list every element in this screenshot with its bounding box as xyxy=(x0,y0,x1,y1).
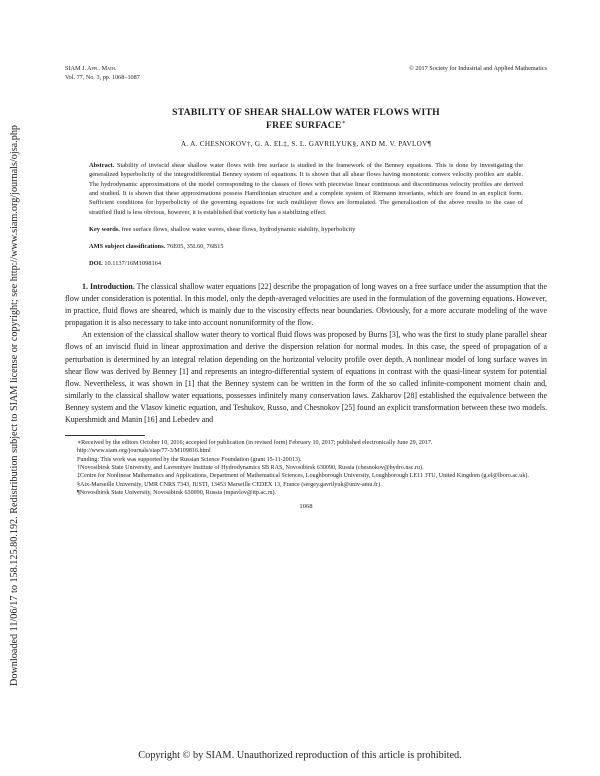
ams-text: 76E05, 35L60, 76B15 xyxy=(166,242,224,250)
footnote-author-2: ‡Centre for Nonlinear Mathematics and Applications, Department of Mathematical Sciences, Loughborough University, Loughborough LE11 3TU, United Kingdom (g.el@lboro.ac.uk). xyxy=(77,473,529,480)
footnote-author-1: †Novosibirsk State University, and Lavrentyev Institute of Hydrodynamics SB RAS, Novosibirsk 630090, Russia (chesnokov@hydro.nsc.ru). xyxy=(77,464,424,471)
page-number: 1068 xyxy=(299,503,313,511)
footnote-rule xyxy=(65,435,145,436)
journal-info xyxy=(65,65,140,82)
paragraph-1: 1. Introduction. The classical shallow water equations [22] describe the propagation of long waves on a free surface under the assumption that the flow under consideration is potential. In this model, only the depth-averaged velocities are used in the formulation of the governing equations. However, in practice, fluid flows are sheared, which is mainly due to the viscosity effects near boundaries. Obviously, for a more accurate modeling of the wave propagation it is also necessary to take into account nonuniformity of the flow. xyxy=(65,281,547,328)
bottom-copyright: Copyright © by SIAM. Unauthorized reproduction of this article is prohibited. xyxy=(138,750,462,761)
keywords xyxy=(89,225,523,234)
download-notice: Downloaded 11/06/17 to 158.125.80.192. Redistribution subject to SIAM license or copyright; see http://www.siam.org/journals/ojsa.php xyxy=(9,124,20,686)
ams-label: AMS subject classifications. xyxy=(89,242,166,250)
abstract xyxy=(89,161,523,217)
download-sidebar xyxy=(9,86,25,686)
introduction-section xyxy=(65,281,547,426)
header-copyright: © 2017 Society for Industrial and Applied Mathematics xyxy=(409,65,547,72)
footnote-received: ∗Received by the editors October 10, 2016; accepted for publication (in revised form) February 10, 2017; published electronically June 29, 2017. xyxy=(77,440,433,447)
footnotes xyxy=(65,439,547,497)
paper-page xyxy=(65,65,547,510)
journal-name: SIAM J. Appl. Math. xyxy=(65,65,117,72)
authors: A. A. CHESNOKOV†, G. A. EL‡, S. L. GAVRILYUK§, AND M. V. PAVLOV¶ xyxy=(180,140,432,149)
footnote-author-3: §Aix-Marseille University, UMR CNRS 7343, IUSTI, 13453 Marseille CEDEX 13, France (sergey.gavrilyuk@univ-amu.fr). xyxy=(77,481,382,488)
running-header xyxy=(65,65,547,91)
paragraph-2: An extension of the classical shallow water theory to vortical fluid flows was proposed by Burns [3], who was the first to study plane parallel shear flows of an inviscid fluid in linear approximation and derive the dispersion relation for normal modes. In this case, the speed of propagation of a perturbation is determined by an integral relation depending on the horizontal velocity profile over depth. A nonlinear model of long surface waves in shear flow was derived by Benney [1] and represents an integro-differential system of equations in contrast with the quasi-linear system for potential flow. Nevertheless, it was shown in [1] that the Benney system can be written in the form of the so called infinite-component moment chain and, similarly to the classical shallow water equations, possesses infinitely many conservation laws. Zakharov [28] established the equivalence between the Benney system and the Vlasov kinetic equation, and Teshukov, Russo, and Chesnokov [25] found an explicit transformation between these two models. Kupershmidt and Manin [16] and Lebedev and xyxy=(65,330,547,424)
volume-info: Vol. 77, No. 3, pp. 1068–1087 xyxy=(65,73,140,81)
title-line-1: STABILITY OF SHEAR SHALLOW WATER FLOWS WITH xyxy=(172,107,440,118)
footnote-author-4: ¶Novosibirsk State University, Novosibirsk 630090, Russia (mpavlov@itp.ac.ru). xyxy=(77,489,277,496)
title-footnote-mark: ∗ xyxy=(341,120,346,126)
paper-title xyxy=(65,107,547,131)
abstract-text: Stability of inviscid shear shallow water flows with free surface is studied in the framework of the Benney equations. This is done by investigating the generalized hyperbolicity of the integrodifferential Benney system of equations. It is shown that all shear flows having monotonic convex velocity profiles are stable. The hydrodynamic approximations of the model corresponding to the classes of flows with piecewise linear continuous and discontinuous velocity profiles are derived and studied. It is shown that these approximations possess Hamiltonian structure and a complete system of Riemann invariants, which are found in an explicit form. Sufficient conditions for hyperbolicity of the governing equations for such multilayer flows are formulated. The generalization of the above results to the case of stratified fluid is less obvious, however, it is established that vorticity has a stabilizing effect. xyxy=(89,162,523,216)
abstract-label: Abstract. xyxy=(89,162,115,170)
footnote-funding: Funding: This work was supported by the Russian Science Foundation (grant 15-11-20013). xyxy=(77,456,302,463)
ams-classifications xyxy=(89,243,523,250)
doi-text: 10.1137/16M1098164 xyxy=(104,259,162,267)
footnote-url: http://www.siam.org/journals/siap/77-3/M109816.html xyxy=(77,448,211,455)
doi-label: DOI. xyxy=(89,259,103,267)
section-heading: 1. Introduction. xyxy=(82,281,135,291)
keywords-label: Key words. xyxy=(89,225,120,233)
keywords-text: free surface flows, shallow water waves, shear flows, hydrodynamic stability, hyperbolicity xyxy=(121,225,356,233)
doi xyxy=(89,260,523,267)
title-line-2: FREE SURFACE∗ xyxy=(266,120,346,132)
